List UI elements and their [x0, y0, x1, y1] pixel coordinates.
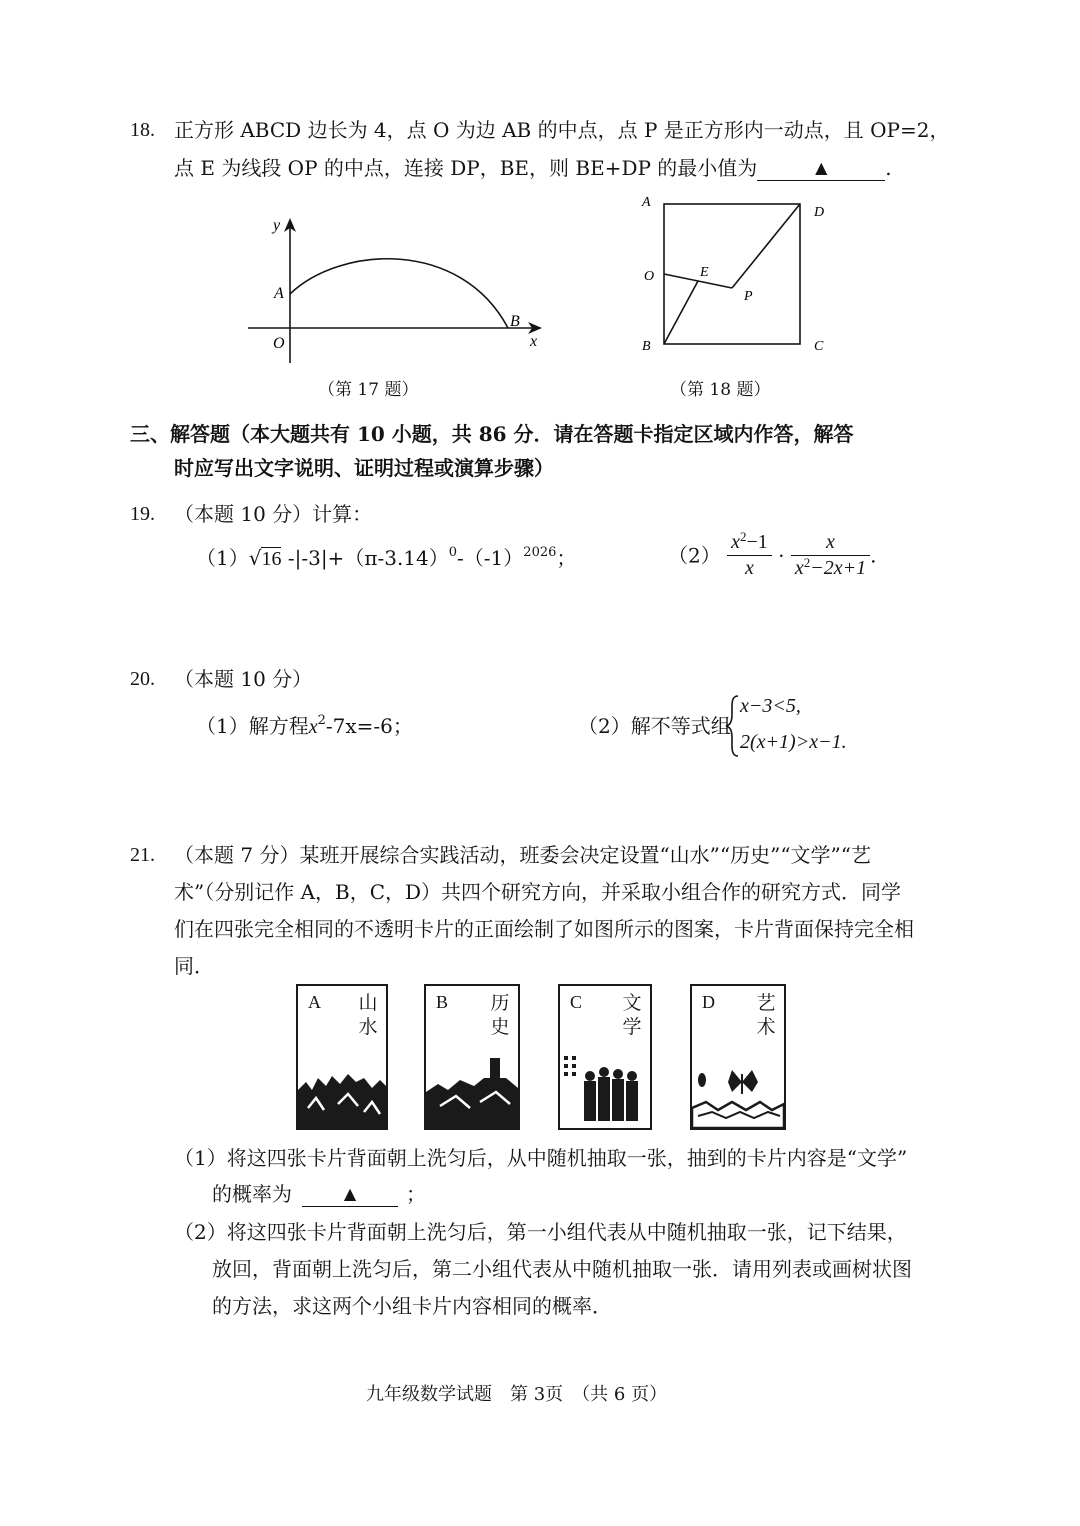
q19-part1	[196, 546, 576, 571]
card-title-char: 山	[358, 992, 378, 1014]
q20-eq-exp: 2	[317, 713, 326, 728]
card-letter: C	[570, 992, 583, 1012]
card-title-char: 史	[490, 1015, 510, 1038]
card-a	[296, 984, 388, 1130]
frac1-num-exp: 2	[739, 529, 747, 544]
card-title-char: 艺	[756, 992, 776, 1014]
frac1-num-base: x	[731, 531, 740, 553]
literature-figures-icon	[560, 1052, 650, 1128]
label-e: E	[700, 265, 709, 280]
q19-fraction-2	[791, 530, 870, 581]
card-d	[690, 984, 786, 1130]
q19-part2-label: （2）	[668, 543, 721, 568]
q19-part1-end: ；	[556, 546, 577, 570]
q21-sub1-answer-blank	[302, 1182, 398, 1207]
x-axis-label: x	[530, 333, 538, 350]
history-monument-icon	[426, 1058, 518, 1128]
brace-icon	[724, 694, 740, 758]
card-title	[622, 992, 642, 1040]
card-title-char: 术	[756, 1015, 776, 1038]
q21-line3: 们在四张完全相同的不透明卡片的正面绘制了如图所示的图案，卡片背面保持完全相	[174, 917, 914, 941]
q18-number: 18.	[130, 119, 155, 141]
card-letter: B	[436, 992, 449, 1012]
q20-eq-rest: -7x=-6；	[325, 714, 413, 738]
label-o: O	[644, 269, 655, 284]
q21-line4: 同．	[174, 954, 214, 978]
card-c	[558, 984, 652, 1130]
card-letter: D	[702, 992, 715, 1012]
q19-part1-exp0: 0	[448, 545, 458, 560]
label-b: B	[642, 339, 651, 354]
card-title	[358, 992, 378, 1040]
q20-header: （本题 10 分）	[174, 667, 313, 691]
card-title-char: 水	[358, 1015, 378, 1038]
q21-number: 21.	[130, 844, 155, 866]
q21-line2: 术”（分别记作 A，B，C，D）共四个研究方向，并采取小组合作的研究方式．同学	[174, 880, 902, 904]
page-footer: 九年级数学试题 第 3页 （共 6 页）	[366, 1384, 668, 1405]
art-butterfly-icon	[692, 1066, 784, 1128]
q20-ineq2: 2(x+1)>x−1.	[740, 731, 847, 753]
q21-sub2-line1: （2）将这四张卡片背面朝上洗匀后，第一小组代表从中随机抽取一张，记下结果，	[174, 1220, 907, 1244]
point-a-label: A	[274, 285, 284, 302]
q19-number: 19.	[130, 503, 155, 525]
q21-sub1-end: ；	[406, 1182, 426, 1206]
q21-sub1-line1: （1）将这四张卡片背面朝上洗匀后，从中随机抽取一张，抽到的卡片内容是“文学”	[174, 1146, 908, 1170]
card-title	[756, 992, 776, 1040]
figure-17-graph	[240, 208, 560, 368]
q19-header: （本题 10 分）计算：	[174, 502, 373, 526]
figure-18-caption: （第 18 题）	[670, 380, 771, 400]
parabola-curve	[290, 259, 508, 328]
q21-sub1-text: 的概率为	[212, 1182, 292, 1206]
mountain-landscape-icon	[298, 1068, 386, 1128]
point-b-label: B	[510, 313, 520, 330]
sqrt-icon: √	[248, 546, 262, 570]
q18-answer-blank	[757, 156, 885, 181]
q21-sub1-line2	[212, 1182, 426, 1207]
q20-part2-label: （2）解不等式组	[578, 714, 731, 738]
q21-line1: （本题 7 分）某班开展综合实践活动，班委会决定设置“山水”“历史”“文学”“艺	[174, 843, 872, 867]
q20-ineq1: x−3<5,	[740, 695, 801, 717]
q18-line1: 正方形 ABCD 边长为 4，点 O 为边 AB 的中点，点 P 是正方形内一动点，且 OP=2，	[174, 118, 950, 142]
q20-eq-x: x	[308, 716, 318, 738]
q21-sub2-line3: 的方法，求这两个小组卡片内容相同的概率．	[212, 1294, 612, 1318]
q19-fraction-1	[727, 530, 772, 581]
card-b	[424, 984, 520, 1130]
segment-dp	[732, 204, 800, 288]
q19-part1-rest: -|-3|+（π-3.14）	[287, 546, 449, 570]
q18-line2	[174, 156, 892, 181]
frac2-num: x	[791, 530, 870, 556]
q20-part1	[196, 714, 413, 739]
card-title	[490, 992, 510, 1040]
label-a: A	[642, 195, 651, 210]
card-title-char: 文	[622, 992, 642, 1014]
q20-part1-label: （1）解方程	[196, 714, 309, 738]
section3-line2: 时应写出文字说明、证明过程或演算步骤）	[174, 456, 554, 480]
frac1-den: x	[744, 557, 754, 579]
answer-triangle-icon: ▲	[815, 158, 828, 177]
q19-dot: ·	[778, 543, 785, 568]
label-p: P	[744, 289, 753, 304]
figure-18-square	[630, 190, 840, 360]
y-axis-label: y	[273, 217, 281, 234]
section3-line1: 三、解答题（本大题共有 10 小题，共 86 分．请在答题卡指定区域内作答，解答	[130, 422, 854, 446]
square-abcd	[664, 204, 800, 344]
frac2-den-exp: 2	[803, 555, 811, 570]
q19-part2	[668, 530, 876, 581]
frac2-den-base: x	[794, 557, 804, 579]
q19-part1-label: （1）	[196, 546, 249, 570]
card-title-char: 学	[622, 1015, 642, 1038]
label-c: C	[814, 339, 824, 354]
figure-17-caption: （第 17 题）	[318, 380, 419, 400]
q19-radicand: 16	[261, 548, 282, 570]
frac1-num-rest: −1	[746, 531, 768, 553]
q19-part1-exp: 2026	[523, 545, 557, 560]
q18-line2-end: .	[885, 156, 892, 180]
card-letter: A	[308, 992, 321, 1012]
label-d: D	[814, 205, 825, 220]
frac2-den-rest: −2x+1	[810, 557, 867, 579]
origin-label: O	[273, 335, 285, 352]
q18-line2-text: 点 E 为线段 OP 的中点，连接 DP，BE，则 BE+DP 的最小值为	[174, 156, 758, 180]
q21-sub2-line2: 放回，背面朝上洗匀后，第二小组代表从中随机抽取一张．请用列表或画树状图	[212, 1257, 912, 1281]
q19-part1-tail: -（-1）	[457, 546, 524, 570]
answer-triangle-icon: ▲	[343, 1184, 357, 1203]
card-title-char: 历	[490, 992, 510, 1014]
segment-be	[664, 281, 698, 344]
q20-number: 20.	[130, 668, 155, 690]
q19-part2-end: .	[870, 543, 877, 568]
